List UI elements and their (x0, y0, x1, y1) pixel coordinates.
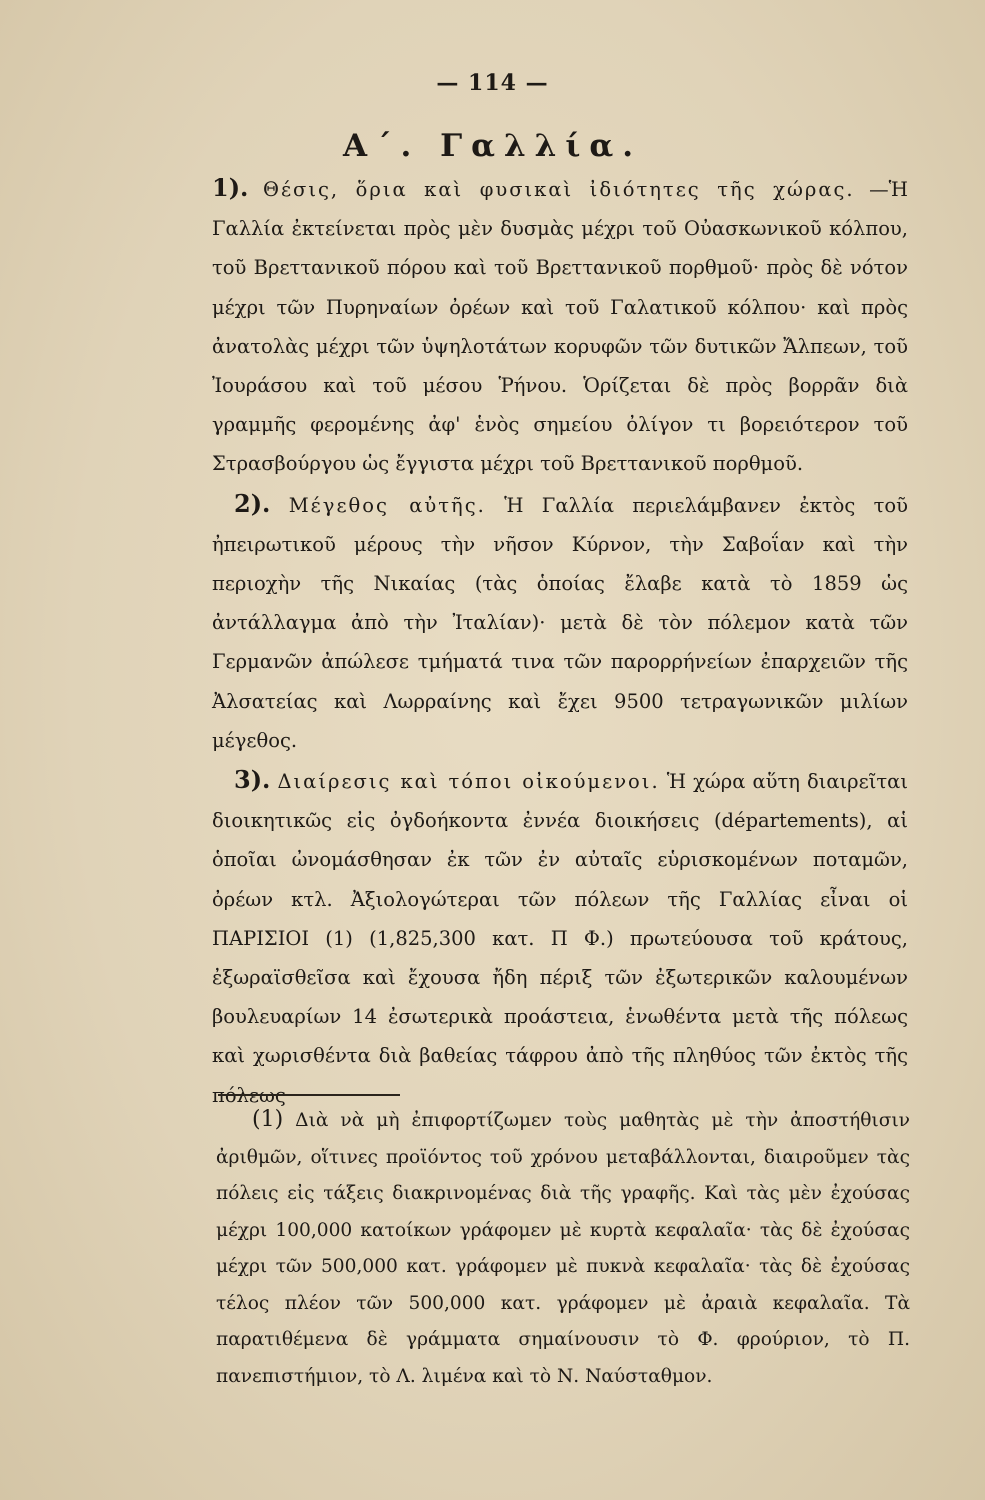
section-3-heading: Διαίρεσις καὶ τόποι οἰκούμενοι. (277, 770, 660, 794)
footnote-divider (218, 1094, 400, 1096)
footnote-text: Διὰ νὰ μὴ ἐπιφορτίζωμεν τοὺς μαθητὰς μὲ τὴν ἀποστήθισιν ἀριθμῶν, οἵτινες προϊόντος τοῦ χρόνου μεταβάλλονται, διαιροῦμεν τὰς πόλεις εἰς τάξεις διακρινομένας διὰ τῆς γραφῆς. Καὶ τὰς μὲν ἐχούσας μέχρι 100,000 κατοίκων γράφομεν μὲ κυρτὰ κεφαλαῖα· τὰς δὲ ἐχούσας μέχρι τῶν 500,000 κατ. γράφομεν μὲ πυκνὰ κεφαλαῖα· τὰς δὲ ἐχούσας τέλος πλέον τῶν 500,000 κατ. γράφομεν μὲ ἀραιὰ κεφαλαῖα. Τὰ παρατιθέμενα δὲ γράμματα σημαίνουσιν τὸ Φ. φρούριον, τὸ Π. πανεπιστήμιον, τὸ Λ. λιμένα καὶ τὸ Ν. Ναύσταθμον. (216, 1110, 910, 1387)
section-3 (212, 760, 908, 1115)
section-3-text: Ἡ χώρα αὕτη διαιρεῖται διοικητικῶς εἰς ὀγδοήκοντα ἐννέα διοικήσεις (départements), αἱ ὁποῖαι ὠνομάσθησαν ἐκ τῶν ἐν αὐταῖς εὑρισκομένων ποταμῶν, ὀρέων κτλ. Ἀξιολογώτεραι τῶν πόλεων τῆς Γαλλίας εἶναι οἱ ΠΑΡΙΣΙΟΙ (1) (1,825,300 κατ. Π Φ.) πρωτεύουσα τοῦ κράτους, ἐξωραϊσθεῖσα καὶ ἔχουσα ἤδη πέριξ τῶν ἐξωτερικῶν καλουμένων βουλευαρίων 14 ἐσωτερικὰ προάστεια, ἑνωθέντα μετὰ τῆς πόλεως καὶ χωρισθέντα διὰ βαθείας τάφρου ἀπὸ τῆς πληθύος τῶν ἐκτὸς τῆς πόλεως (212, 770, 908, 1107)
section-1-text: —Ἡ Γαλλία ἐκτείνεται πρὸς μὲν δυσμὰς μέχρι τοῦ Οὐασκωνικοῦ κόλπου, τοῦ Βρεττανικοῦ πόρου καὶ τοῦ Βρεττανικοῦ πορθμοῦ· πρὸς δὲ νότον μέχρι τῶν Πυρηναίων ὀρέων καὶ τοῦ Γαλατικοῦ κόλπου· καὶ πρὸς ἀνατολὰς μέχρι τῶν ὑψηλοτάτων κορυφῶν τῶν δυτικῶν Ἄλπεων, τοῦ Ἰουράσου καὶ τοῦ μέσου Ῥήνου. Ὁρίζεται δὲ πρὸς βορρᾶν διὰ γραμμῆς φερομένης ἀφ' ἑνὸς σημείου ὀλίγον τι βορειότερον τοῦ Στρασβούργου ὡς ἔγγιστα μέχρι τοῦ Βρεττανικοῦ πορθμοῦ. (212, 178, 909, 476)
section-2-text: Ἡ Γαλλία περιελάμβανεν ἐκτὸς τοῦ ἠπειρωτικοῦ μέρους τὴν νῆσον Κύρνον, τὴν Σαβοΐαν καὶ τὴν περιοχὴν τῆς Νικαίας (τὰς ὁποίας ἔλαβε κατὰ τὸ 1859 ὡς ἀντάλλαγμα ἀπὸ τὴν Ἰταλίαν)· μετὰ δὲ τὸν πόλεμον κατὰ τῶν Γερμανῶν ἀπώλεσε τμήματά τινα τῶν παρορρήνείων ἐπαρχειῶν τῆς Ἀλσατείας καὶ Λωρραίνης καὶ ἔχει 9500 τετραγωνικῶν μιλίων μέγεθος. (212, 493, 908, 752)
section-1-heading: Θέσις, ὅρια καὶ φυσικαὶ ἰδιότητες τῆς χώρας. (262, 178, 855, 201)
page-number: — 114 — (436, 70, 549, 96)
chapter-title: Α΄. Γαλλία. (342, 128, 643, 164)
section-2 (212, 484, 908, 760)
section-2-heading: Μέγεθος αὐτῆς. (288, 493, 486, 517)
footnote (216, 1102, 910, 1395)
section-1-number: 1). (212, 173, 249, 202)
section-2-number: 2). (234, 488, 271, 518)
section-1 (212, 168, 908, 484)
section-3-number: 3). (234, 765, 271, 795)
body-text (212, 168, 908, 1115)
footnote-marker: (1) (252, 1107, 284, 1132)
